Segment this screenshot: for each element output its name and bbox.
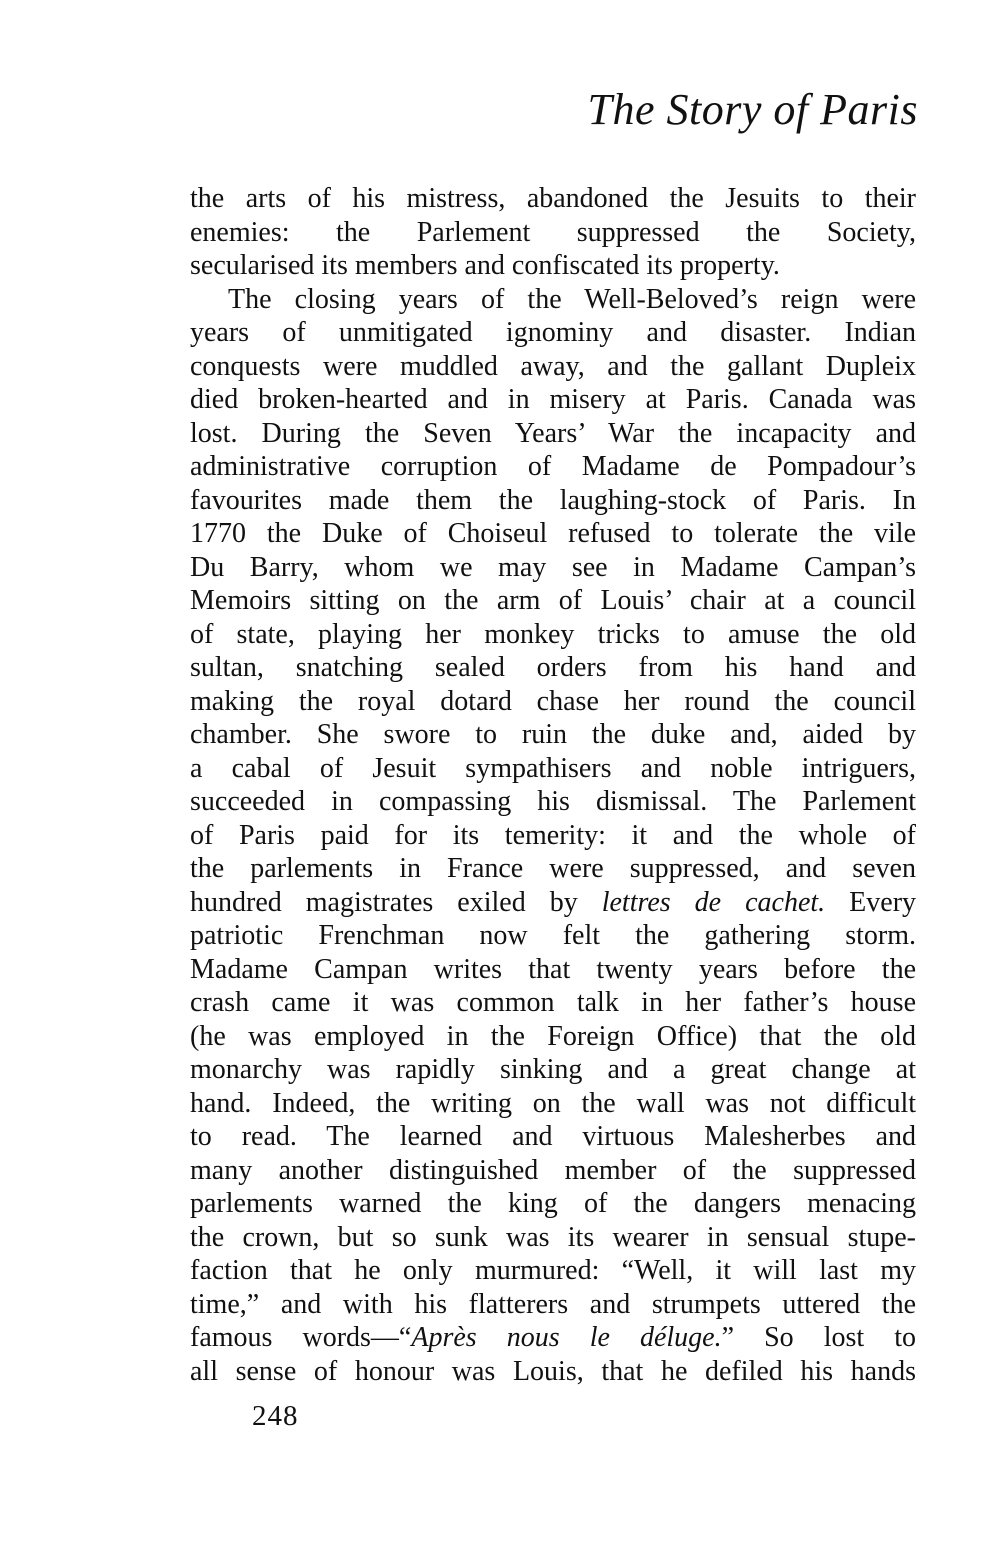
text-run: ” So lost to (721, 1322, 917, 1353)
text-line (190, 685, 916, 719)
text-line (190, 852, 916, 886)
text-run: crash came it was common talk in her father’s house (190, 987, 916, 1018)
text-line (190, 584, 916, 618)
text-line (190, 1321, 916, 1355)
text-run: a cabal of Jesuit sympathisers and noble intriguers, (190, 752, 916, 784)
text-run: the crown, but so sunk was its wearer in sensual stupe- (190, 1221, 916, 1253)
text-line (190, 752, 916, 786)
text-line (190, 216, 916, 250)
text-run: chamber. She swore to ruin the duke and, aided by (190, 719, 916, 750)
text-line (190, 551, 916, 585)
text-line (190, 618, 916, 652)
text-line (190, 1053, 916, 1087)
text-run: succeeded in compassing his dismissal. The Parlement (190, 786, 916, 817)
text-run: parlements warned the king of the dangers menacing (190, 1188, 916, 1219)
text-line (190, 417, 916, 451)
text-line (190, 1221, 916, 1255)
text-run: the parlements in France were suppressed, and seven (190, 853, 916, 884)
text-run: years of unmitigated ignominy and disaster. Indian (190, 317, 916, 348)
italic-phrase: lettres de cachet. (601, 886, 826, 918)
text-run: many another distinguished member of the suppressed (190, 1154, 916, 1186)
text-line (190, 1355, 916, 1389)
text-run: died broken-hearted and in misery at Paris. Canada was (190, 384, 916, 415)
text-run: Madame Campan writes that twenty years before the (190, 953, 916, 985)
text-line (190, 819, 916, 853)
text-run: The closing years of the Well-Beloved’s reign were (228, 283, 916, 315)
text-line (190, 718, 916, 752)
text-run: Memoirs sitting on the arm of Louis’ chair at a council (190, 585, 916, 616)
text-line (190, 919, 916, 953)
text-run: Du Barry, whom we may see in Madame Campan’s (190, 551, 916, 583)
text-run: of Paris paid for its temerity: it and the whole of (190, 819, 916, 851)
text-run: hand. Indeed, the writing on the wall was not difficult (190, 1087, 916, 1119)
text-run: of state, playing her monkey tricks to amuse the old (190, 618, 916, 650)
text-run: favourites made them the laughing-stock of Paris. In (190, 484, 916, 516)
running-title: The Story of Paris (587, 85, 918, 134)
text-run: secularised its members and confiscated its property. (190, 250, 780, 281)
body-text (190, 182, 916, 1388)
text-line (190, 886, 916, 920)
text-line (190, 1120, 916, 1154)
text-run: monarchy was rapidly sinking and a great change at (190, 1054, 916, 1085)
text-run: patriotic Frenchman now felt the gathering storm. (190, 920, 916, 951)
text-run: lost. During the Seven Years’ War the incapacity and (190, 417, 916, 449)
text-run: making the royal dotard chase her round the council (190, 685, 916, 717)
text-run: conquests were muddled away, and the gallant Dupleix (190, 350, 916, 382)
text-line (190, 1020, 916, 1054)
text-run: time,” and with his flatterers and strumpets uttered the (190, 1288, 916, 1320)
text-line (190, 785, 916, 819)
italic-phrase: Après nous le déluge. (411, 1322, 722, 1353)
text-line (190, 182, 916, 216)
text-run: famous words—“ (190, 1322, 412, 1353)
text-run: 1770 the Duke of Choiseul refused to tolerate the vile (190, 518, 916, 549)
text-line (190, 953, 916, 987)
text-line (190, 986, 916, 1020)
text-line (190, 651, 916, 685)
text-run: all sense of honour was Louis, that he defiled his hands (190, 1355, 916, 1387)
text-run: administrative corruption of Madame de Pompadour’s (190, 451, 916, 482)
text-line (190, 450, 916, 484)
text-run: enemies: the Parlement suppressed the Society, (190, 216, 916, 248)
text-line (190, 484, 916, 518)
page-number: 248 (252, 1400, 299, 1432)
text-line (190, 1288, 916, 1322)
text-run: to read. The learned and virtuous Malesherbes and (190, 1121, 916, 1152)
text-run: faction that he only murmured: “Well, it will last my (190, 1255, 916, 1286)
text-line (190, 1154, 916, 1188)
text-line (190, 1254, 916, 1288)
text-line (190, 1087, 916, 1121)
text-run: hundred magistrates exiled by (190, 886, 602, 918)
text-run: Every (825, 886, 917, 918)
text-line (190, 350, 916, 384)
text-run: sultan, snatching sealed orders from his hand and (190, 652, 916, 683)
text-line (190, 517, 916, 551)
text-line (190, 1187, 916, 1221)
text-line (190, 249, 916, 283)
text-line (190, 316, 916, 350)
text-line (190, 383, 916, 417)
text-run: (he was employed in the Foreign Office) that the old (190, 1020, 916, 1052)
text-run: the arts of his mistress, abandoned the Jesuits to their (190, 183, 916, 214)
text-line (190, 283, 916, 317)
